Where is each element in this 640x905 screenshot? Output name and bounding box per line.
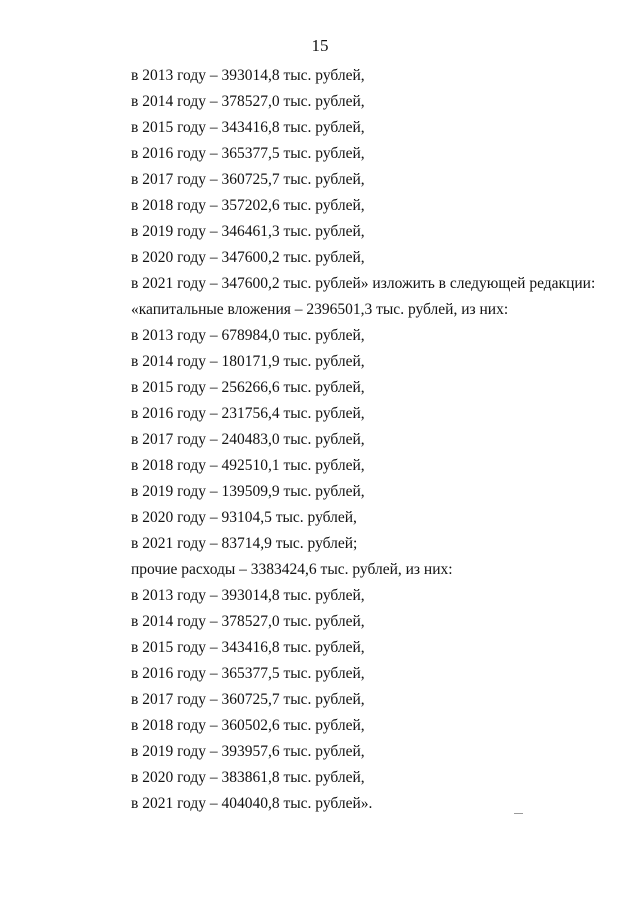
text-line: в 2017 году – 360725,7 тыс. рублей,: [131, 691, 365, 708]
scan-mark: [514, 813, 523, 814]
text-line: в 2014 году – 378527,0 тыс. рублей,: [131, 93, 365, 110]
text-line: в 2020 году – 383861,8 тыс. рублей,: [131, 769, 365, 786]
text-line: в 2013 году – 678984,0 тыс. рублей,: [131, 327, 365, 344]
text-line: в 2019 году – 346461,3 тыс. рублей,: [131, 223, 365, 240]
text-line: в 2014 году – 180171,9 тыс. рублей,: [131, 353, 365, 370]
text-line: в 2021 году – 83714,9 тыс. рублей;: [131, 535, 358, 552]
page-number: 15: [311, 36, 329, 55]
text-line: в 2015 году – 256266,6 тыс. рублей,: [131, 379, 365, 396]
text-line: в 2017 году – 360725,7 тыс. рублей,: [131, 171, 365, 188]
text-line: в 2020 году – 93104,5 тыс. рублей,: [131, 509, 357, 526]
text-line: в 2016 году – 231756,4 тыс. рублей,: [131, 405, 365, 422]
text-line: в 2016 году – 365377,5 тыс. рублей,: [131, 145, 365, 162]
text-line: в 2019 году – 139509,9 тыс. рублей,: [131, 483, 365, 500]
text-line: в 2017 году – 240483,0 тыс. рублей,: [131, 431, 365, 448]
text-line: в 2013 году – 393014,8 тыс. рублей,: [131, 587, 365, 604]
text-line: прочие расходы – 3383424,6 тыс. рублей, из них:: [131, 561, 453, 578]
text-line: в 2016 году – 365377,5 тыс. рублей,: [131, 665, 365, 682]
text-line: «капитальные вложения – 2396501,3 тыс. рублей, из них:: [131, 301, 509, 318]
text-line: в 2014 году – 378527,0 тыс. рублей,: [131, 613, 365, 630]
text-line: в 2013 году – 393014,8 тыс. рублей,: [131, 67, 365, 84]
text-line: в 2021 году – 404040,8 тыс. рублей».: [131, 795, 373, 812]
text-line: в 2019 году – 393957,6 тыс. рублей,: [131, 743, 365, 760]
text-line: в 2015 году – 343416,8 тыс. рублей,: [131, 119, 365, 136]
text-line: в 2018 году – 360502,6 тыс. рублей,: [131, 717, 365, 734]
text-line: в 2018 году – 357202,6 тыс. рублей,: [131, 197, 365, 214]
text-line: в 2018 году – 492510,1 тыс. рублей,: [131, 457, 365, 474]
text-line: в 2021 году – 347600,2 тыс. рублей» изложить в следующей редакции:: [131, 275, 596, 292]
text-line: в 2015 году – 343416,8 тыс. рублей,: [131, 639, 365, 656]
text-line: в 2020 году – 347600,2 тыс. рублей,: [131, 249, 365, 266]
